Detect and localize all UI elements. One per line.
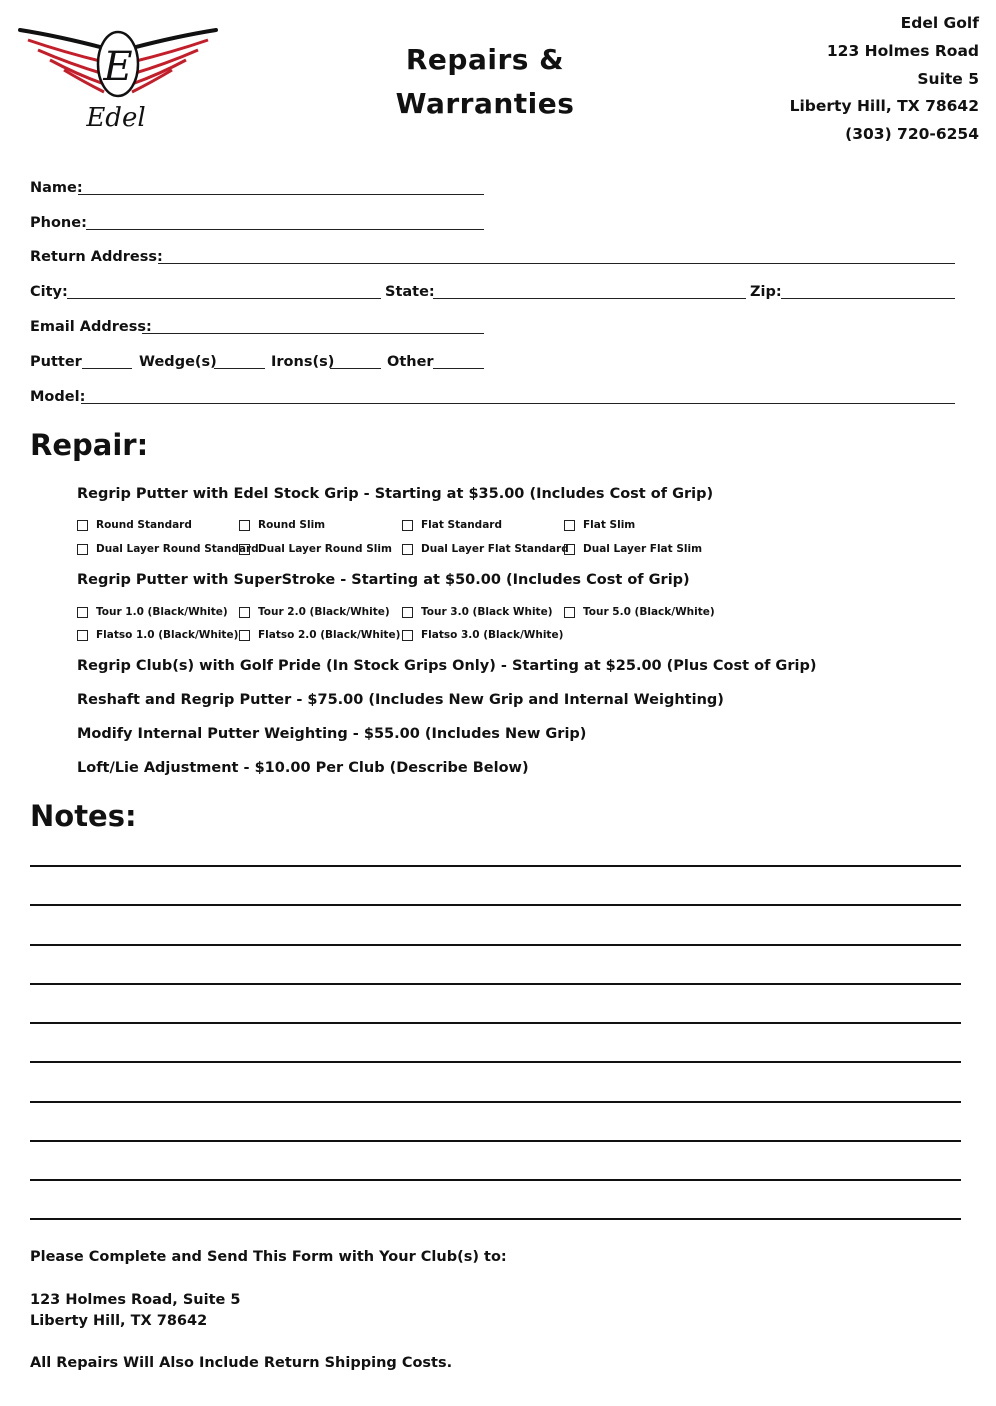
edel-logo <box>18 22 218 134</box>
stock-option-flat-standard[interactable]: Flat Standard <box>402 519 502 531</box>
company-name: Edel Golf <box>900 14 979 32</box>
checkbox[interactable] <box>77 607 88 618</box>
golf-pride-item: Regrip Club(s) with Golf Pride (In Stock Grips Only) - Starting at $25.00 (Plus Cost of Grip) <box>77 658 817 674</box>
zip-field[interactable] <box>781 298 955 299</box>
stock-grip-item: Regrip Putter with Edel Stock Grip - Starting at $35.00 (Includes Cost of Grip) <box>77 486 714 502</box>
notes-line[interactable] <box>30 983 961 985</box>
checkbox[interactable] <box>239 544 250 555</box>
footer-shipping-note: All Repairs Will Also Include Return Shipping Costs. <box>30 1355 453 1371</box>
superstroke-item: Regrip Putter with SuperStroke - Starting at $50.00 (Includes Cost of Grip) <box>77 572 690 588</box>
notes-line[interactable] <box>30 1218 961 1220</box>
checkbox[interactable] <box>239 630 250 641</box>
weighting-item: Modify Internal Putter Weighting - $55.00 (Includes New Grip) <box>77 726 587 742</box>
phone-label: Phone: <box>30 215 87 231</box>
company-street: 123 Holmes Road <box>826 41 979 60</box>
stock-option-dual-flat-standard[interactable]: Dual Layer Flat Standard <box>402 543 569 555</box>
checkbox[interactable] <box>402 544 413 555</box>
model-label: Model: <box>30 389 86 405</box>
checkbox[interactable] <box>402 630 413 641</box>
state-label: State: <box>385 284 435 300</box>
loft-lie-item: Loft/Lie Adjustment - $10.00 Per Club (Describe Below) <box>77 760 529 776</box>
checkbox[interactable] <box>402 607 413 618</box>
irons-field[interactable] <box>330 368 381 369</box>
putter-field[interactable] <box>82 368 132 369</box>
stock-option-flat-slim[interactable]: Flat Slim <box>564 519 635 531</box>
name-label: Name: <box>30 180 83 196</box>
checkbox[interactable] <box>77 544 88 555</box>
superstroke-option-tour-5[interactable]: Tour 5.0 (Black/White) <box>564 606 715 618</box>
wedges-label: Wedge(s) <box>139 354 217 370</box>
phone-field[interactable] <box>86 229 484 230</box>
title-line-2: Warranties <box>395 87 575 120</box>
return-address-label: Return Address: <box>30 249 163 265</box>
reshaft-item: Reshaft and Regrip Putter - $75.00 (Includes New Grip and Internal Weighting) <box>77 692 724 708</box>
zip-label: Zip: <box>750 284 782 300</box>
footer-address-line-1: 123 Holmes Road, Suite 5 <box>30 1292 241 1308</box>
superstroke-option-flatso-1[interactable]: Flatso 1.0 (Black/White) <box>77 629 238 641</box>
notes-line[interactable] <box>30 1022 961 1024</box>
notes-line[interactable] <box>30 1101 961 1103</box>
state-field[interactable] <box>433 298 746 299</box>
checkbox[interactable] <box>239 520 250 531</box>
stock-option-round-standard[interactable]: Round Standard <box>77 519 192 531</box>
repair-heading: Repair: <box>30 428 149 462</box>
wedges-field[interactable] <box>214 368 265 369</box>
stock-option-round-slim[interactable]: Round Slim <box>239 519 325 531</box>
notes-line[interactable] <box>30 865 961 867</box>
other-field[interactable] <box>433 368 484 369</box>
checkbox[interactable] <box>77 630 88 641</box>
company-city-state-zip: Liberty Hill, TX 78642 <box>789 97 979 116</box>
checkbox[interactable] <box>564 520 575 531</box>
notes-line[interactable] <box>30 944 961 946</box>
superstroke-option-tour-1[interactable]: Tour 1.0 (Black/White) <box>77 606 228 618</box>
checkbox[interactable] <box>239 607 250 618</box>
checkbox[interactable] <box>564 544 575 555</box>
notes-line[interactable] <box>30 904 961 906</box>
city-label: City: <box>30 284 68 300</box>
notes-line[interactable] <box>30 1140 961 1142</box>
superstroke-option-tour-3[interactable]: Tour 3.0 (Black White) <box>402 606 553 618</box>
company-phone: (303) 720-6254 <box>845 125 979 144</box>
company-address-block <box>790 10 979 149</box>
title-line-1: Repairs & <box>405 43 565 76</box>
irons-label: Irons(s) <box>271 354 335 370</box>
superstroke-option-flatso-3[interactable]: Flatso 3.0 (Black/White) <box>402 629 563 641</box>
model-field[interactable] <box>81 403 955 404</box>
stock-option-dual-flat-slim[interactable]: Dual Layer Flat Slim <box>564 543 702 555</box>
email-field[interactable] <box>142 333 484 334</box>
return-address-field[interactable] <box>158 263 955 264</box>
notes-heading: Notes: <box>30 799 137 833</box>
footer-address-line-2: Liberty Hill, TX 78642 <box>30 1313 208 1329</box>
notes-line[interactable] <box>30 1179 961 1181</box>
city-field[interactable] <box>67 298 381 299</box>
other-label: Other <box>387 354 434 370</box>
email-label: Email Address: <box>30 319 152 335</box>
svg-text:E: E <box>103 44 133 90</box>
checkbox[interactable] <box>402 520 413 531</box>
checkbox[interactable] <box>564 607 575 618</box>
svg-text:Edel: Edel <box>86 103 146 133</box>
checkbox[interactable] <box>77 520 88 531</box>
superstroke-option-flatso-2[interactable]: Flatso 2.0 (Black/White) <box>239 629 400 641</box>
name-field[interactable] <box>78 194 484 195</box>
stock-option-dual-round-slim[interactable]: Dual Layer Round Slim <box>239 543 392 555</box>
putter-label: Putter <box>30 354 82 370</box>
superstroke-option-tour-2[interactable]: Tour 2.0 (Black/White) <box>239 606 390 618</box>
company-suite: Suite 5 <box>917 69 979 88</box>
winged-e-logo-icon <box>18 22 218 134</box>
stock-option-dual-round-standard[interactable]: Dual Layer Round Standard <box>77 543 259 555</box>
footer-instruction: Please Complete and Send This Form with Your Club(s) to: <box>30 1249 507 1265</box>
notes-line[interactable] <box>30 1061 961 1063</box>
page-title <box>370 38 600 126</box>
